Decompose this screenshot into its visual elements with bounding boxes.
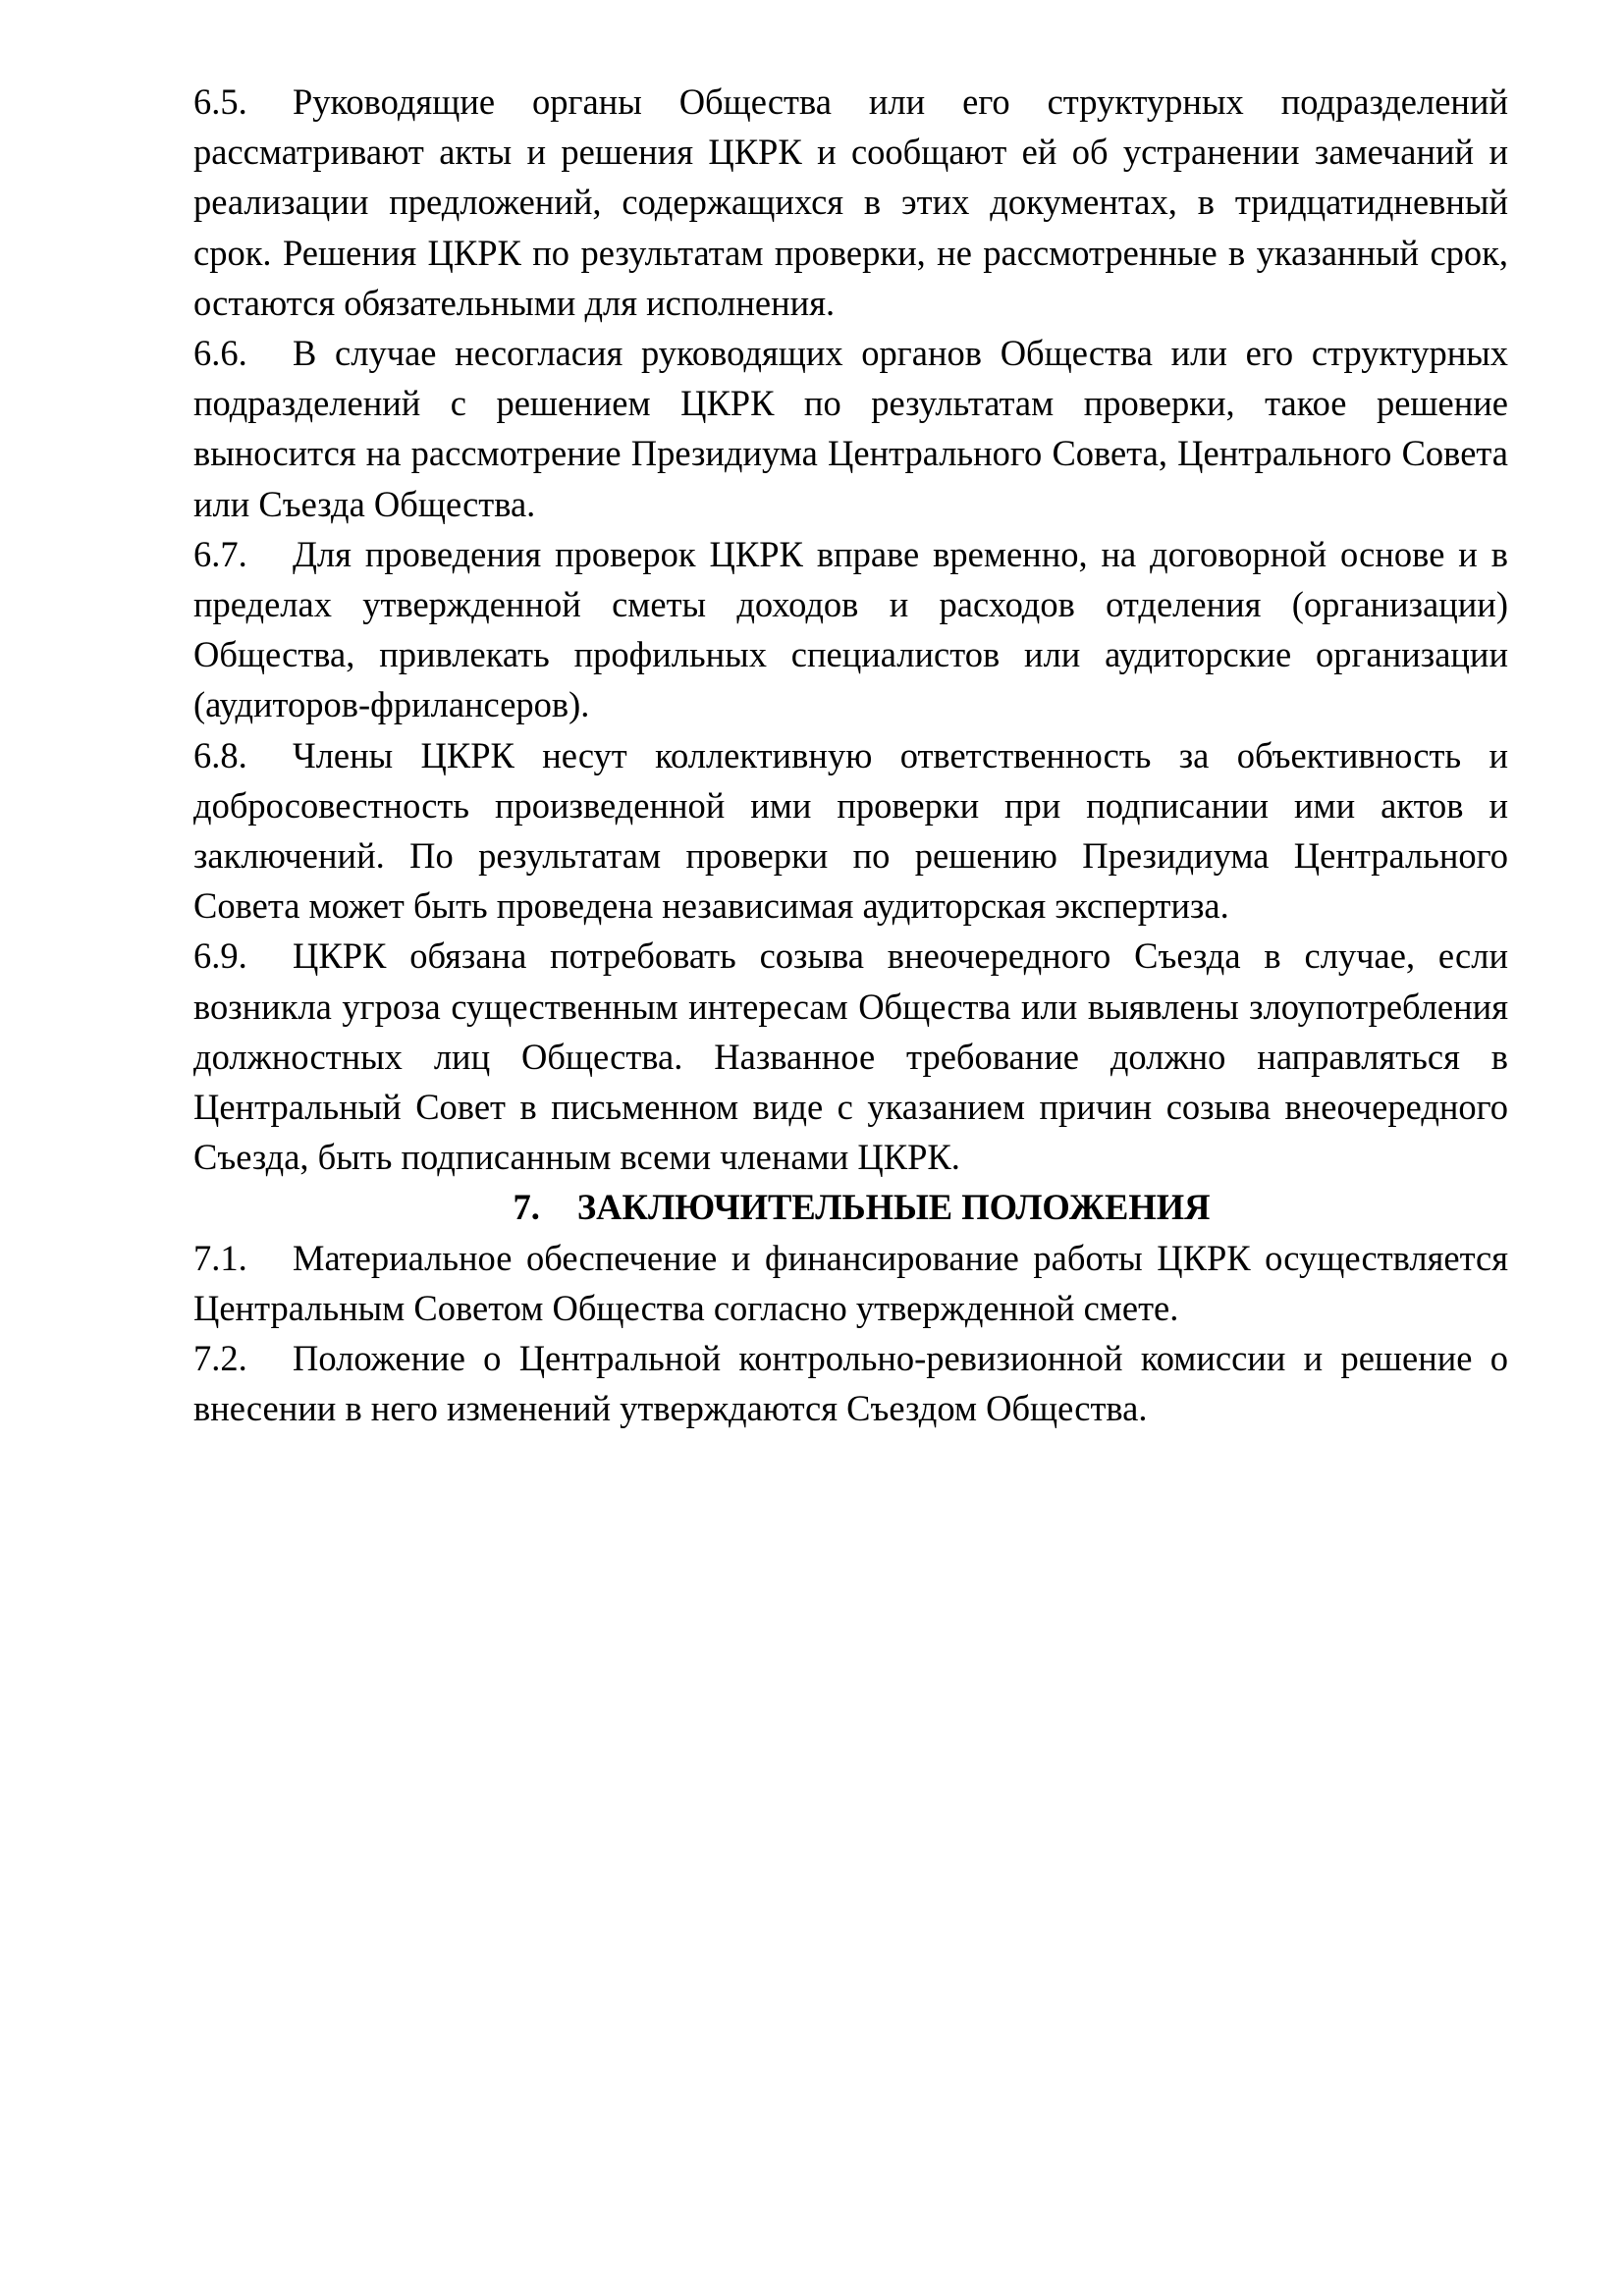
paragraph-text: Для проведения проверок ЦКРК вправе временно, на договорной основе и в пределах утвержденной сметы доходов и расходов отделения (организации) Общества, привлекать профильных специалистов или аудиторские организации (аудиторов-фрилансеров). (193, 533, 1508, 725)
paragraph-7-1 (193, 1233, 1527, 1333)
paragraph-6-6 (193, 328, 1508, 529)
paragraph-6-8 (193, 730, 1508, 932)
paragraph-text: Руководящие органы Общества или его структурных подразделений рассматривают акты и решения ЦКРК и сообщают ей об устранении замечаний и реализации предложений, содержащихся в этих документах, в тридцатидневный срок. Решения ЦКРК по результатам проверки, не рассмотренные в указанный срок, остаются обязательными для исполнения. (193, 81, 1508, 323)
paragraph-number: 7.1. (193, 1237, 247, 1278)
paragraph-6-9 (193, 931, 1508, 1182)
paragraph-6-7 (193, 529, 1508, 730)
paragraph-number: 6.7. (193, 533, 247, 574)
paragraph-text: Положение о Центральной контрольно-ревизионной комиссии и решение о внесении в него изменений утверждаются Съездом Общества. (193, 1338, 1508, 1429)
paragraph-number: 6.5. (193, 81, 247, 122)
paragraph-text: ЦКРК обязана потребовать созыва внеочередного Съезда в случае, если возникла угроза существенным интересам Общества или выявлены злоупотребления должностных лиц Общества. Названное требование должно направляться в Центральный Совет в письменном виде с указанием причин созыва внеочередного Съезда, быть подписанным всеми членами ЦКРК. (193, 935, 1508, 1178)
section-7-heading (193, 1182, 1508, 1232)
paragraph-7-2 (193, 1333, 1508, 1433)
section-title: ЗАКЛЮЧИТЕЛЬНЫЕ ПОЛОЖЕНИЯ (576, 1187, 1211, 1228)
paragraph-text: Материальное обеспечение и финансирование работы ЦКРК осуществляется Центральным Советом Общества согласно утвержденной смете. (193, 1237, 1527, 1328)
paragraph-6-5 (193, 77, 1508, 328)
paragraph-number: 7.2. (193, 1338, 247, 1379)
document-page (193, 77, 1527, 1433)
paragraph-number: 6.9. (193, 935, 247, 977)
section-number: 7. (513, 1187, 540, 1228)
paragraph-number: 6.8. (193, 734, 247, 775)
paragraph-number: 6.6. (193, 333, 247, 374)
paragraph-text: Члены ЦКРК несут коллективную ответственность за объективность и добросовестность произведенной ими проверки при подписании ими актов и заключений. По результатам проверки по решению Президиума Центрального Совета может быть проведена независимая аудиторская экспертиза. (193, 734, 1508, 927)
paragraph-text: В случае несогласия руководящих органов Общества или его структурных подразделений с решением ЦКРК по результатам проверки, такое решение выносится на рассмотрение Президиума Центрального Совета, Центрального Совета или Съезда Общества. (193, 333, 1508, 524)
